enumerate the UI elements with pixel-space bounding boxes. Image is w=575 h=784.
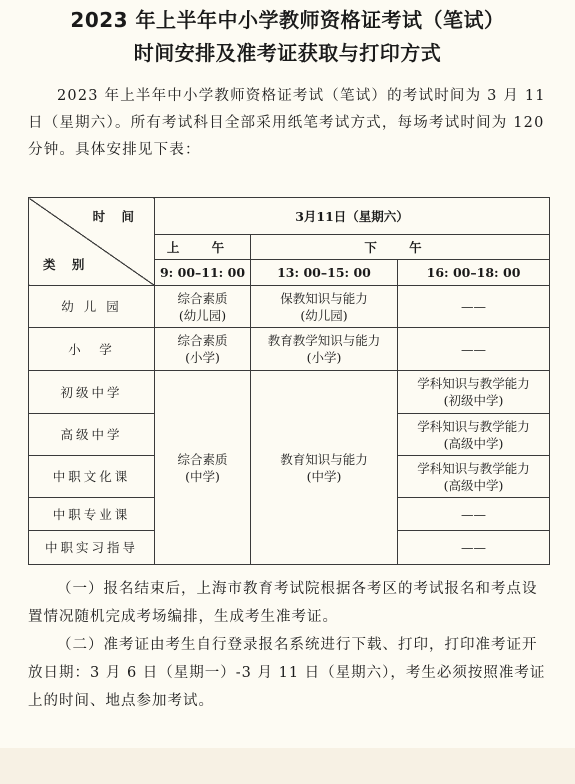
table-row (29, 286, 550, 328)
table-row (29, 371, 550, 414)
title-line-1: 2023 年上半年中小学教师资格证考试（笔试） (70, 8, 505, 32)
notes-section (28, 575, 550, 715)
subject-name: 综合素质 (177, 451, 228, 467)
table-row (29, 328, 550, 371)
subject-level: (幼儿园) (300, 307, 348, 323)
category-cell: 幼 儿 园 (29, 286, 155, 328)
subject-level: (高级中学) (443, 477, 504, 493)
category-cell: 高级中学 (29, 414, 155, 456)
title-line-2: 时间安排及准考证获取与打印方式 (133, 41, 442, 65)
exam-schedule-table (28, 197, 550, 565)
note-2: （二）准考证由考生自行登录报名系统进行下载、打印，打印准考证开放日期：3 月 6 日（星期一）-3 月 11 日（星期六），考生必须按照准考证上的时间、地点参加考试。 (28, 637, 546, 709)
category-cell: 中职实习指导 (29, 531, 155, 565)
category-header: 类 别 (43, 257, 91, 272)
diagonal-header-cell (29, 198, 155, 286)
subject-name: 学科知识与教学能力 (417, 418, 530, 434)
exam-cell (398, 414, 550, 456)
intro-paragraph: 2023 年上半年中小学教师资格证考试（笔试）的考试时间为 3 月 11 日（星期六）。所有考试科目全部采用纸笔考试方式，每场考试时间为 120 分钟。具体安排见下表： (28, 88, 546, 158)
subject-level: (中学) (306, 468, 342, 484)
exam-cell-middle-s1 (155, 371, 251, 565)
exam-cell (251, 286, 398, 328)
date-header: 3月11日（星期六） (155, 198, 550, 235)
category-cell: 中职专业课 (29, 498, 155, 531)
subject-name: 教育知识与能力 (280, 451, 368, 467)
page-title (0, 4, 575, 70)
subject-name: 综合素质 (177, 290, 228, 306)
morning-header: 上 午 (155, 235, 251, 260)
exam-cell-middle-s2 (251, 371, 398, 565)
footer-band (0, 748, 575, 784)
exam-cell (251, 328, 398, 371)
exam-cell: —— (398, 531, 550, 565)
subject-level: (高级中学) (443, 435, 504, 451)
afternoon-header: 下 午 (251, 235, 550, 260)
slot-header-3: 16: 00–18: 00 (398, 260, 550, 286)
subject-name: 综合素质 (177, 333, 228, 348)
time-header: 时 间 (92, 209, 140, 224)
subject-name: 学科知识与教学能力 (417, 376, 530, 391)
slot-header-2: 13: 00–15: 00 (251, 260, 398, 286)
subject-name: 学科知识与教学能力 (417, 460, 530, 476)
exam-cell (155, 286, 251, 328)
subject-level: (中学) (185, 468, 220, 484)
exam-cell: —— (398, 328, 550, 371)
subject-name: 教育教学知识与能力 (267, 333, 381, 348)
note-1: （一）报名结束后，上海市教育考试院根据各考区的考试报名和考点设置情况随机完成考场编排，生成考生准考证。 (28, 581, 538, 625)
subject-name: 保教知识与能力 (280, 290, 368, 306)
subject-level: (初级中学) (443, 393, 504, 408)
exam-cell (155, 328, 251, 371)
exam-cell (398, 371, 550, 414)
subject-level: (小学) (306, 350, 342, 365)
exam-cell: —— (398, 286, 550, 328)
exam-cell: —— (398, 498, 550, 531)
subject-level: (幼儿园) (178, 307, 227, 323)
exam-cell (398, 456, 550, 498)
category-cell: 中职文化课 (29, 456, 155, 498)
category-cell: 初级中学 (29, 371, 155, 414)
subject-level: (小学) (185, 350, 220, 365)
category-cell: 小 学 (29, 328, 155, 371)
slot-header-1: 9: 00–11: 00 (155, 260, 251, 286)
